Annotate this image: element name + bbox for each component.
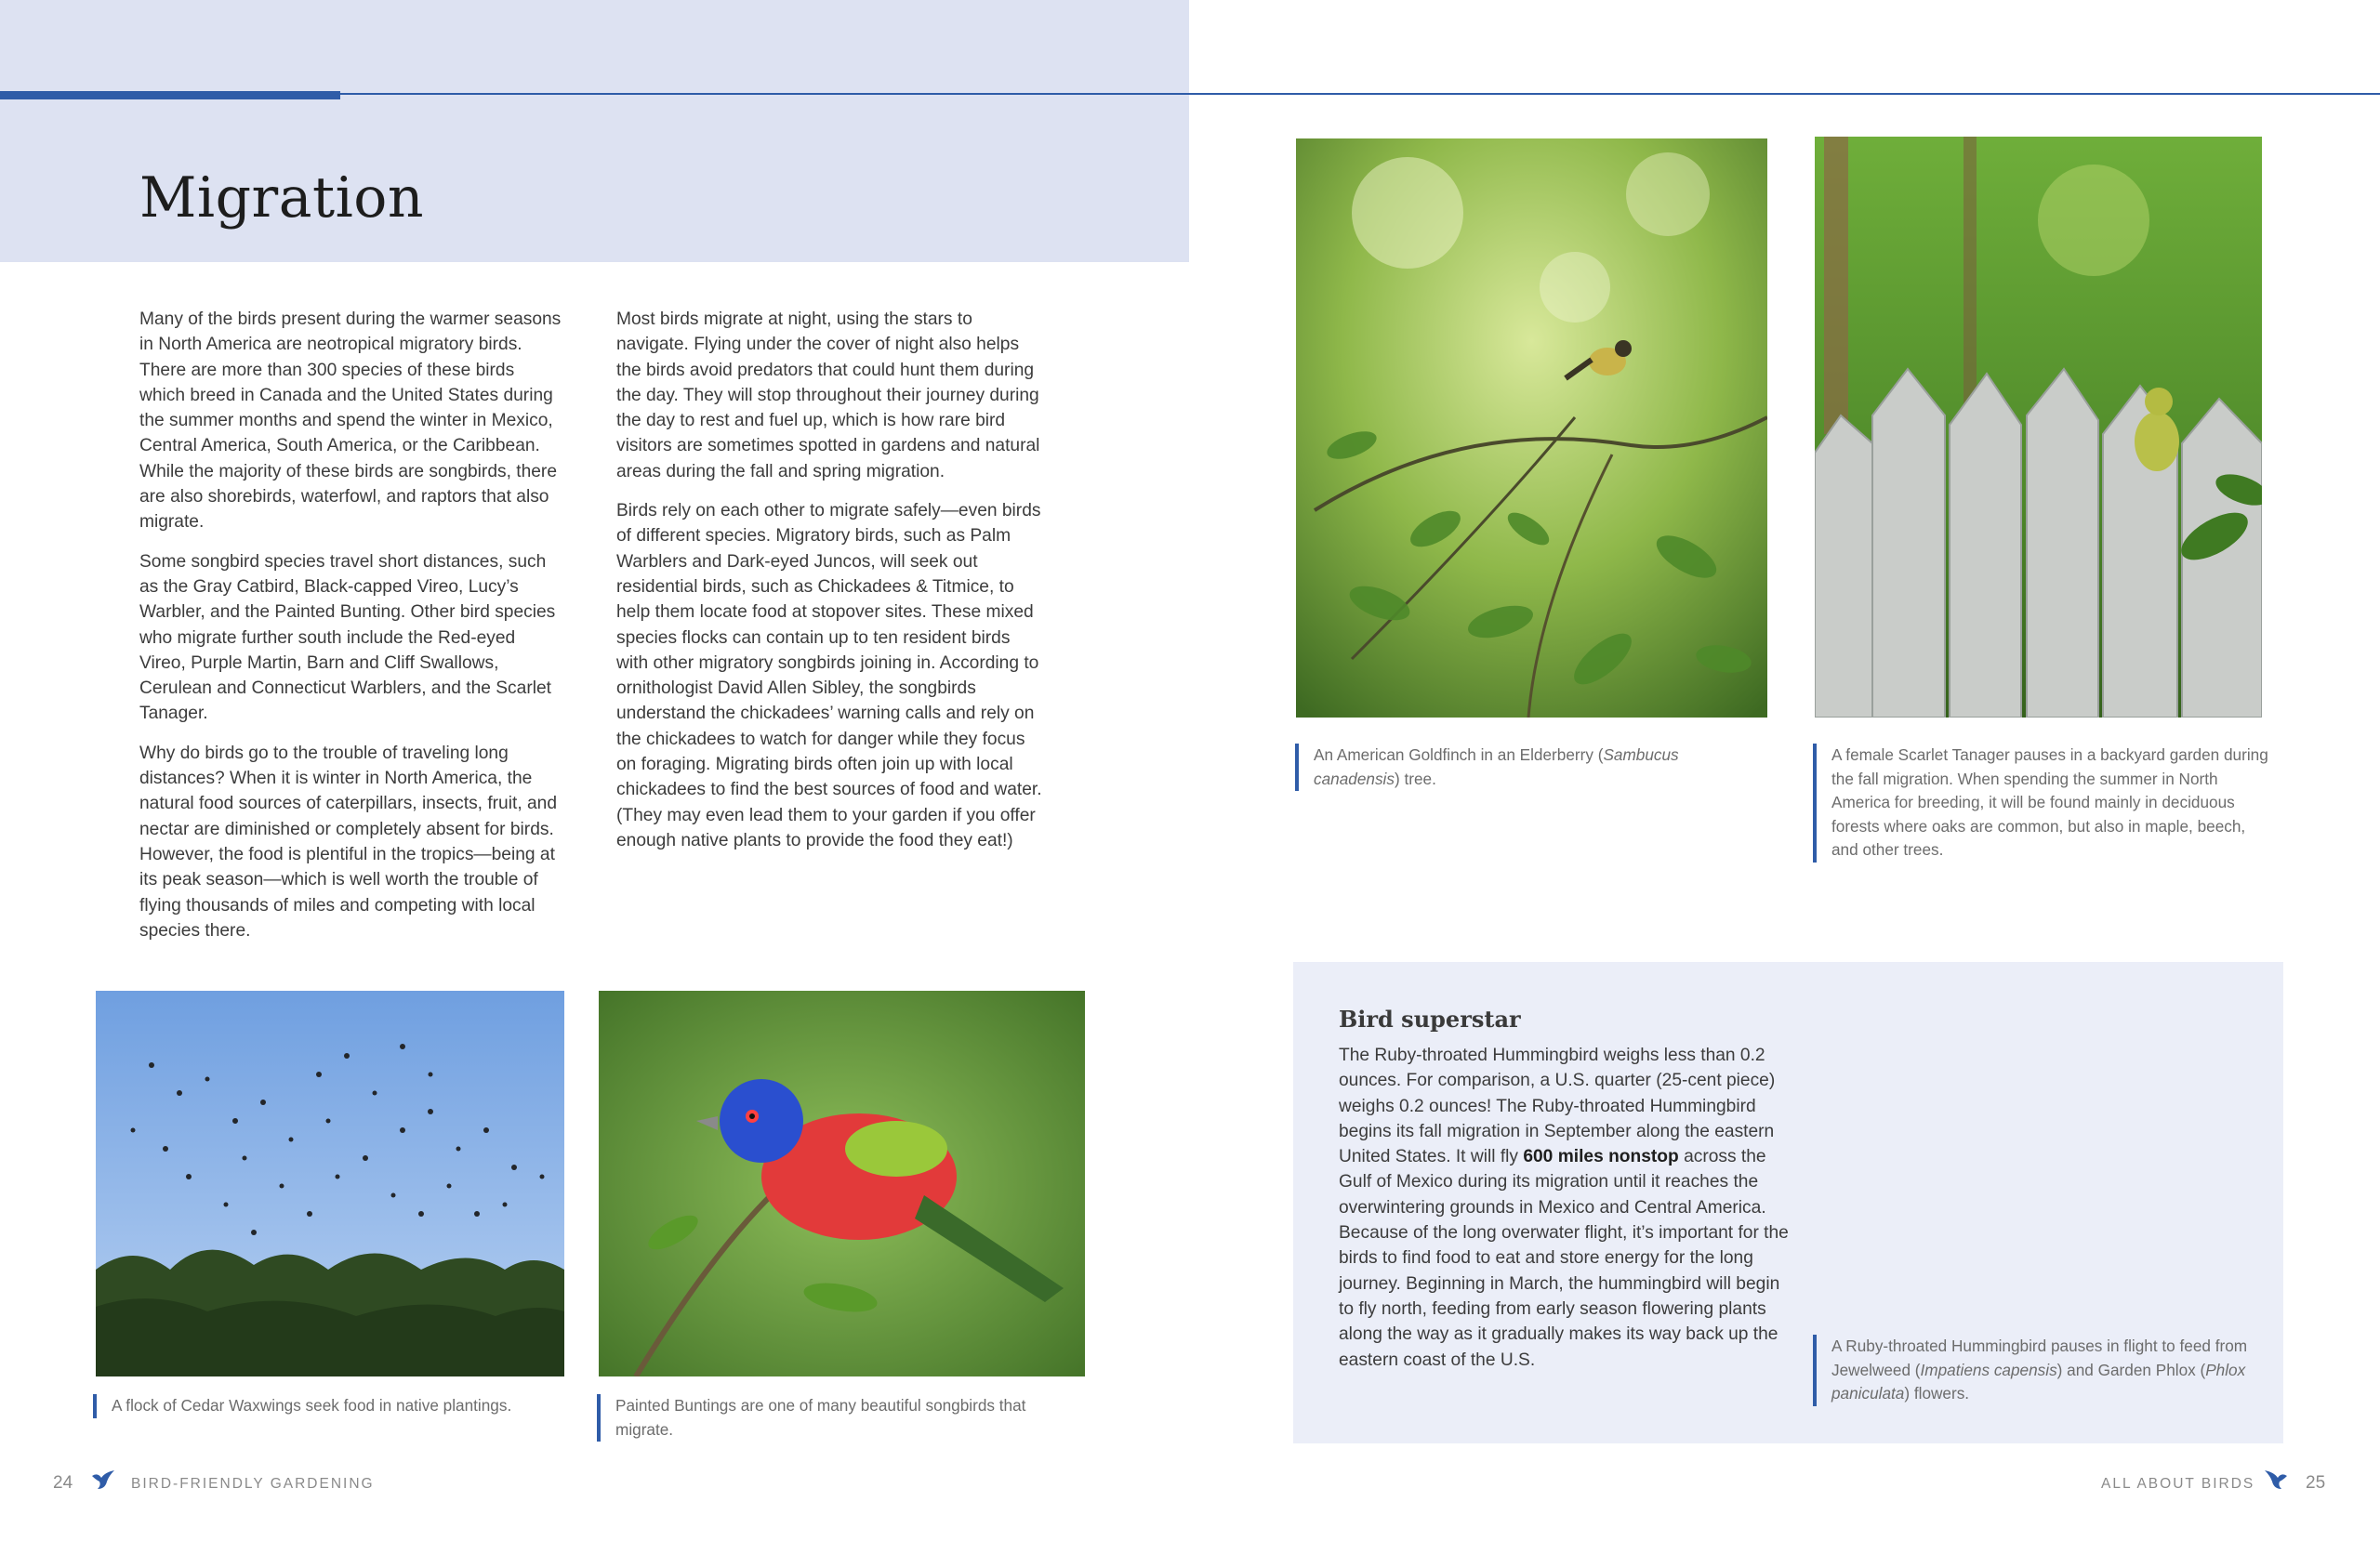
header-rule-accent [0,91,340,99]
caption-italic: Phlox paniculata [1831,1360,2246,1403]
page-title: Migration [139,165,425,230]
sidebar-text-part: across the Gulf of Mexico during its migration until it reaches the overwintering grounds in Mexico and Central America. Because of the long overwater flight, it’s important for the birds to find food to eat and store energy for the long journey. Beginning in March, the hummingbird will begin to fly north, feeding from early season flowering plants along the way as it gradually makes its way back up the eastern coast of the U.S. [1339,1147,1789,1370]
caption-waxwings: A flock of Cedar Waxwings seek food in native plantings. [93,1394,576,1418]
sidebar-text-part: The Ruby-throated Hummingbird weighs less than 0.2 ounces. For comparison, a U.S. quarter (25-cent piece) weighs 0.2 ounces! The Ruby-throated Hummingbird begins its fall migration in September along the eastern United States. It will fly [1339,1046,1776,1167]
caption-bunting: Painted Buntings are one of many beautiful songbirds that migrate. [597,1394,1080,1442]
running-head-right: ALL ABOUT BIRDS [2101,1476,2255,1492]
page-number-left: 24 [53,1473,73,1493]
caption-tanager: A female Scarlet Tanager pauses in a backyard garden during the fall migration. When spending the summer in North America for breeding, it will be found mainly in deciduous forests where oaks are common, but also in maple, beech, and other trees. [1813,744,2276,863]
sidebar-text [1339,1043,1792,1373]
paragraph: Many of the birds present during the warmer seasons in North America are neotropical migratory birds. There are more than 300 species of these birds which breed in Canada and the United States during the summer months and spend the winter in Mexico, Central America, South America, or the Caribbean. While the majority of these birds are songbirds, there are also shorebirds, waterfowl, and raptors that also migrate. [139,310,562,533]
header-rule [0,93,2380,95]
running-head-left: BIRD-FRIENDLY GARDENING [131,1476,375,1492]
sidebar-highlight: 600 miles nonstop [1523,1147,1679,1167]
waxwings-photo [96,991,564,1376]
bird-icon [90,1469,116,1493]
caption-text: ) flowers. [1904,1384,1970,1403]
paragraph: Why do birds go to the trouble of traveling long distances? When it is winter in North America, the natural food sources of caterpillars, insects, fruit, and nectar are diminished or completely absent for birds. However, the food is plentiful in the tropics—being at its peak season—which is well worth the trouble of flying thousands of miles and competing with local species there. [139,743,557,941]
caption-goldfinch [1295,744,1751,791]
caption-italic: Sambucus canadensis [1314,745,1679,788]
caption-text: A Ruby-throated Hummingbird pauses in flight to feed from Jewelweed ( [1831,1337,2248,1379]
caption-hummingbird [1813,1335,2254,1406]
caption-text: ) and Garden Phlox ( [2056,1360,2206,1379]
paragraph: Some songbird species travel short distances, such as the Gray Catbird, Black-capped Vireo, Lucy’s Warbler, and the Painted Bunting. Other bird species who migrate further south include the Red-eyed Vireo, Purple Martin, Barn and Cliff Swallows, Cerulean and Connecticut Warblers, and the Scarlet Tanager. [139,551,556,724]
body-column-left [139,307,562,957]
sidebar-title: Bird superstar [1339,1006,1521,1033]
tanager-photo [1815,137,2262,718]
goldfinch-photo [1296,138,1767,718]
caption-text: ) tree. [1394,769,1436,788]
bunting-photo [599,991,1085,1376]
caption-italic: Impatiens capensis [1920,1360,2057,1379]
paragraph: Birds rely on each other to migrate safely—even birds of different species. Migratory birds, such as Palm Warblers and Dark-eyed Juncos, will seek out residential birds, such as Chickadees & Titmice, to help them locate food at stopover sites. These mixed species flocks can contain up to ten resident birds with other migratory songbirds joining in. According to ornithologist David Allen Sibley, the songbirds understand the chickadees’ warning calls and rely on the chickadees to watch for danger while they focus on foraging. Migrating birds often join up with local chickadees to find the best sources of food and water. (They may even lead them to your garden if you offer enough native plants to provide the food they eat!) [616,501,1042,850]
bird-icon [2263,1469,2289,1493]
body-column-right [616,307,1046,867]
page-number-right: 25 [2306,1473,2326,1493]
caption-text: An American Goldfinch in an Elderberry ( [1314,745,1604,764]
paragraph: Most birds migrate at night, using the stars to navigate. Flying under the cover of night also helps the birds avoid predators that could hunt them during the day. They will stop throughout their journey during the day to rest and fuel up, which is how rare bird visitors are sometimes spotted in gardens and natural areas during the fall and spring migration. [616,310,1040,481]
